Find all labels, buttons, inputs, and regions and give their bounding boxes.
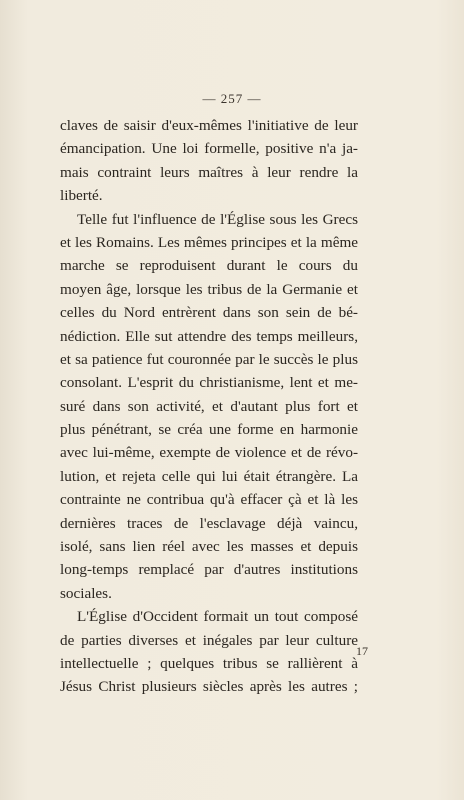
text-line: L'Église d'Occident formait un tout composé bbox=[77, 608, 358, 626]
text-line: mais contraint leurs maîtres à leur rendre la bbox=[60, 163, 358, 181]
text-line: et les Romains. Les mêmes principes et la même bbox=[60, 233, 358, 251]
text-line: lution, et rejeta celle qui lui était étrangère. La bbox=[60, 467, 358, 485]
text-line: marche se reproduisent durant le cours du bbox=[60, 257, 358, 275]
body-text bbox=[60, 114, 358, 699]
text-line: contrainte ne contribua qu'à effacer çà et là les bbox=[60, 491, 358, 509]
page-number-header: — 257 — bbox=[202, 91, 262, 106]
text-line: celles du Nord entrèrent dans son sein de bé- bbox=[60, 304, 358, 322]
text-line: avec lui-même, exempte de violence et de révo- bbox=[60, 444, 358, 462]
text-line: liberté. bbox=[60, 187, 103, 205]
text-line: intellectuelle ; quelques tribus se rallièrent à bbox=[60, 654, 358, 672]
text-line: moyen âge, lorsque les tribus de la Germanie et bbox=[60, 280, 358, 298]
text-line: claves de saisir d'eux-mêmes l'initiative de leur bbox=[60, 117, 358, 134]
text-line: long-temps remplacé par d'autres institutions bbox=[60, 561, 358, 579]
text-line: de parties diverses et inégales par leur culture bbox=[60, 631, 358, 649]
text-line: et sa patience fut couronnée par le succès le plus bbox=[60, 350, 358, 368]
text-line: sociales. bbox=[60, 584, 112, 602]
text-line: suré dans son activité, et d'autant plus fort et bbox=[60, 397, 358, 415]
text-line: dernières traces de l'esclavage déjà vaincu, bbox=[60, 514, 358, 532]
text-line: Jésus Christ plusieurs siècles après les autres ; bbox=[60, 678, 358, 696]
text-line: émancipation. Une loi formelle, positive n'a ja- bbox=[60, 140, 358, 158]
text-line: Telle fut l'influence de l'Église sous les Grecs bbox=[77, 210, 358, 228]
text-line: nédiction. Elle sut attendre des temps meilleurs, bbox=[60, 327, 358, 345]
text-line: consolant. L'esprit du christianisme, lent et me- bbox=[60, 374, 358, 392]
text-line: isolé, sans lien réel avec les masses et depuis bbox=[60, 538, 358, 556]
signature-mark: 17 bbox=[356, 644, 368, 658]
text-line: plus pénétrant, se créa une forme en harmonie bbox=[60, 421, 358, 439]
